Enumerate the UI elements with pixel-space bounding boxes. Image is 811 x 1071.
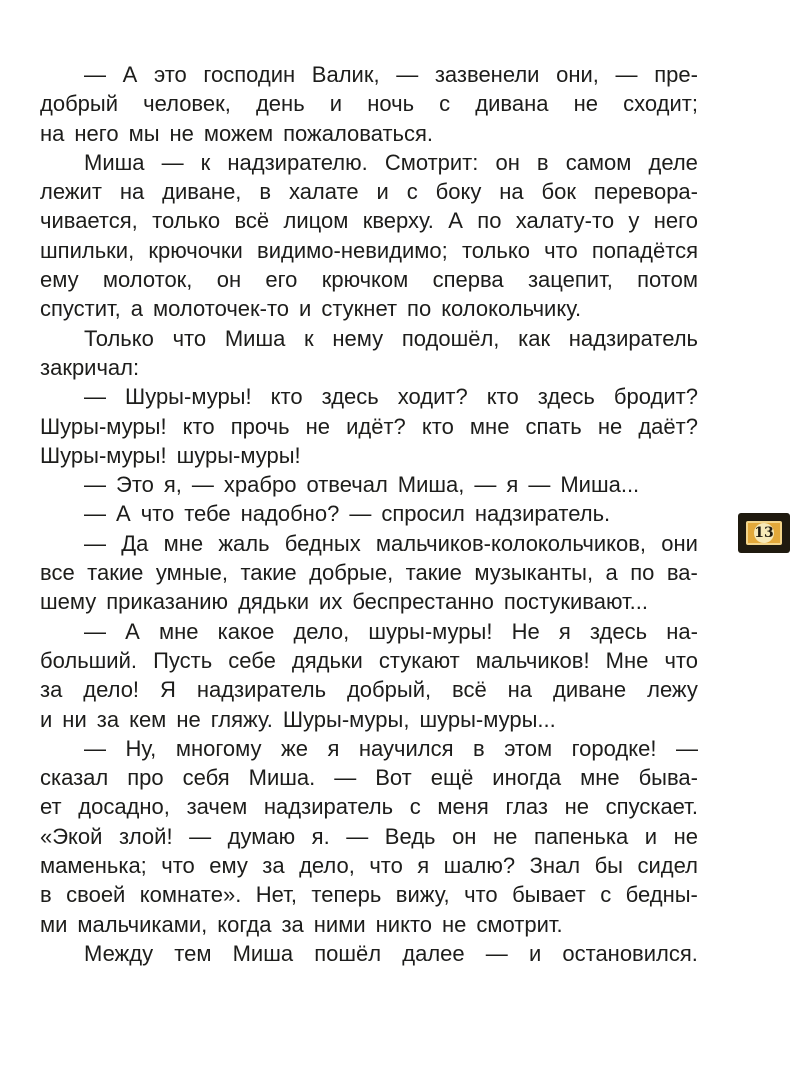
text-line bbox=[40, 734, 698, 763]
text-line bbox=[40, 880, 698, 909]
word: мне bbox=[469, 413, 510, 439]
word: деле bbox=[648, 149, 698, 175]
word: дядьки bbox=[238, 589, 310, 615]
text-line bbox=[40, 910, 698, 939]
word: в bbox=[536, 149, 549, 175]
word: за bbox=[262, 853, 285, 879]
word: что bbox=[464, 882, 498, 908]
word: я. bbox=[311, 823, 330, 849]
word: я bbox=[558, 618, 571, 644]
page-number-tab bbox=[738, 513, 790, 553]
word: ними bbox=[313, 911, 366, 937]
word: Я bbox=[159, 677, 176, 703]
word: день bbox=[255, 91, 305, 117]
text-line bbox=[40, 851, 698, 880]
word: ет bbox=[40, 794, 62, 820]
word: надзиратель. bbox=[474, 501, 611, 527]
word: Шуры-муры! bbox=[40, 442, 167, 468]
text-line bbox=[40, 148, 698, 177]
word: что bbox=[161, 853, 195, 879]
word: А bbox=[122, 62, 138, 87]
word: жаль bbox=[218, 530, 270, 556]
word: А bbox=[448, 208, 463, 234]
word: у bbox=[628, 208, 640, 234]
word: дело, bbox=[299, 853, 355, 879]
word: — bbox=[474, 472, 497, 498]
word: чивается, bbox=[40, 208, 138, 234]
word: с bbox=[409, 794, 421, 820]
word: лежу bbox=[647, 677, 698, 703]
word: — bbox=[334, 765, 357, 791]
word: Валик, bbox=[311, 62, 380, 87]
word: такие bbox=[405, 560, 462, 586]
word: иногда bbox=[492, 765, 562, 791]
text-line bbox=[40, 60, 698, 89]
word: такие bbox=[240, 560, 297, 586]
word: что bbox=[369, 853, 403, 879]
word: Вот bbox=[375, 765, 412, 791]
word: и bbox=[329, 91, 343, 117]
word: всё bbox=[452, 677, 487, 703]
word: спускает. bbox=[605, 794, 698, 820]
word: Да bbox=[121, 530, 149, 556]
word: такие bbox=[87, 560, 144, 586]
word: стукнет bbox=[321, 296, 398, 322]
word: надзирателю. bbox=[227, 149, 368, 175]
word: зачем bbox=[186, 794, 248, 820]
word: тем bbox=[174, 940, 212, 966]
word: себя bbox=[182, 765, 230, 791]
word: прочь bbox=[230, 413, 290, 439]
word: про bbox=[127, 765, 164, 791]
word: приказанию bbox=[106, 589, 229, 615]
word: и bbox=[376, 179, 389, 205]
word: даёт? bbox=[638, 413, 698, 439]
word: молоточек-то bbox=[153, 296, 290, 322]
word: я bbox=[327, 735, 340, 761]
word: многому bbox=[175, 735, 262, 761]
word: на bbox=[40, 120, 65, 146]
word: бывает bbox=[512, 882, 586, 908]
word: за bbox=[40, 677, 63, 703]
text-line bbox=[40, 324, 698, 353]
word: с bbox=[406, 179, 418, 205]
word: халате bbox=[288, 179, 359, 205]
word: в bbox=[259, 179, 272, 205]
word: храбро bbox=[223, 472, 297, 498]
word: злой! bbox=[119, 823, 173, 849]
word: научился bbox=[358, 735, 454, 761]
word: он bbox=[216, 267, 242, 293]
word: в bbox=[473, 735, 485, 761]
word: — bbox=[84, 735, 106, 761]
word: думаю bbox=[227, 823, 296, 849]
word: на- bbox=[666, 618, 698, 644]
text-line bbox=[40, 470, 698, 499]
word: ему bbox=[40, 267, 79, 293]
text-line bbox=[40, 412, 698, 441]
word: кто bbox=[182, 413, 215, 439]
word: и bbox=[40, 706, 53, 732]
word: можем bbox=[203, 120, 274, 146]
word: — bbox=[485, 940, 508, 966]
word: а bbox=[605, 560, 618, 586]
word: пошёл bbox=[314, 940, 382, 966]
word: ми bbox=[40, 911, 68, 937]
word: я bbox=[417, 853, 430, 879]
word: Смотрит: bbox=[384, 149, 479, 175]
text-line bbox=[40, 529, 698, 558]
word: Это bbox=[116, 472, 154, 498]
word: глаз bbox=[505, 794, 548, 820]
word: шему bbox=[40, 589, 97, 615]
word: не bbox=[442, 911, 467, 937]
word: что bbox=[172, 325, 207, 351]
word: крючком bbox=[321, 267, 409, 293]
word: на bbox=[499, 179, 524, 205]
word: все bbox=[40, 560, 75, 586]
word: него bbox=[653, 208, 698, 234]
word: шуры-муры... bbox=[419, 706, 556, 732]
text-line bbox=[40, 792, 698, 821]
word: только bbox=[152, 208, 221, 234]
word: Миша bbox=[232, 940, 294, 966]
text-line bbox=[40, 382, 698, 411]
text-line bbox=[40, 822, 698, 851]
text-line bbox=[40, 441, 698, 470]
word: далее bbox=[402, 940, 465, 966]
word: мы bbox=[128, 120, 160, 146]
word: стукают bbox=[378, 647, 460, 673]
word: самом bbox=[565, 149, 632, 175]
word: идёт? bbox=[346, 413, 406, 439]
word: шпильки, bbox=[40, 237, 135, 263]
word: ходит? bbox=[397, 384, 468, 410]
word: перевора- bbox=[593, 179, 698, 205]
word: только bbox=[461, 237, 530, 263]
word: городке! bbox=[571, 735, 657, 761]
word: папенька bbox=[533, 823, 629, 849]
word: он bbox=[452, 823, 477, 849]
text-line bbox=[40, 294, 698, 323]
word: кто bbox=[270, 384, 303, 410]
word: дело, bbox=[293, 618, 350, 644]
word: Миша, bbox=[397, 472, 465, 498]
word: сидел bbox=[637, 853, 698, 879]
word: надзиратель bbox=[196, 677, 327, 703]
word: — bbox=[84, 530, 106, 556]
word: — bbox=[84, 384, 106, 410]
word: человек, bbox=[143, 91, 231, 117]
word: добрый bbox=[40, 91, 119, 117]
word: что bbox=[140, 501, 175, 527]
word: надзиратель bbox=[568, 325, 698, 351]
word: к bbox=[200, 149, 211, 175]
word: когда bbox=[217, 911, 272, 937]
word: — bbox=[161, 149, 184, 175]
word: по bbox=[630, 560, 655, 586]
word: бедных bbox=[284, 530, 361, 556]
word: Миша. bbox=[248, 765, 316, 791]
word: сперва bbox=[432, 267, 504, 293]
word: здесь bbox=[321, 384, 379, 410]
word: и bbox=[299, 296, 312, 322]
word: ночь bbox=[367, 91, 415, 117]
word: не bbox=[597, 413, 623, 439]
word: за bbox=[96, 706, 120, 732]
word: не bbox=[169, 120, 194, 146]
word: зазвенели bbox=[434, 62, 540, 87]
word: халату-то bbox=[515, 208, 615, 234]
text-line bbox=[40, 939, 698, 968]
word: нему bbox=[332, 325, 384, 351]
word: А bbox=[116, 501, 131, 527]
word: шалю? bbox=[443, 853, 516, 879]
word: остановился. bbox=[562, 940, 698, 966]
word: никто bbox=[375, 911, 433, 937]
word: дядьки bbox=[291, 647, 363, 673]
word: диване, bbox=[162, 179, 242, 205]
word: видимо-невидимо; bbox=[257, 237, 448, 263]
word: мальчиков! bbox=[475, 647, 590, 673]
text-line bbox=[40, 646, 698, 675]
word: Между bbox=[84, 940, 154, 966]
word: на bbox=[119, 179, 145, 205]
word: спать bbox=[525, 413, 582, 439]
word: я, bbox=[163, 472, 182, 498]
word: как bbox=[518, 325, 551, 351]
word: добрый, bbox=[346, 677, 432, 703]
word: они bbox=[661, 530, 698, 556]
word: Только bbox=[84, 325, 154, 351]
word: лицом bbox=[283, 208, 349, 234]
word: смотрит. bbox=[476, 911, 563, 937]
word: мальчиками, bbox=[77, 911, 208, 937]
word: не bbox=[573, 91, 598, 117]
word: с bbox=[439, 91, 451, 117]
word: по bbox=[477, 208, 502, 234]
text-line bbox=[40, 353, 698, 382]
word: этом bbox=[504, 735, 553, 761]
word: надобно? bbox=[240, 501, 340, 527]
text-line bbox=[40, 499, 698, 528]
word: господин bbox=[203, 62, 296, 87]
word: — bbox=[349, 501, 372, 527]
word: не bbox=[673, 823, 698, 849]
word: Миша... bbox=[560, 472, 640, 498]
word: всё bbox=[234, 208, 270, 234]
word: умные, bbox=[155, 560, 228, 586]
word: — bbox=[675, 735, 698, 761]
word: по bbox=[407, 296, 432, 322]
word: здесь bbox=[589, 618, 648, 644]
word: беспрестанно bbox=[352, 589, 494, 615]
word: ещё bbox=[430, 765, 474, 791]
word: меня bbox=[437, 794, 489, 820]
word: лежит bbox=[40, 179, 102, 205]
word: что bbox=[664, 647, 698, 673]
word: мне bbox=[163, 530, 204, 556]
text-line bbox=[40, 705, 698, 734]
text-line bbox=[40, 617, 698, 646]
word: Нет, bbox=[255, 882, 297, 908]
word: гляжу. bbox=[210, 706, 273, 732]
word: сходит; bbox=[623, 91, 698, 117]
word: не bbox=[493, 823, 518, 849]
word: Шуры-муры! bbox=[40, 413, 167, 439]
word: досадно, bbox=[78, 794, 170, 820]
word: Не bbox=[511, 618, 540, 644]
word: Знал bbox=[529, 853, 581, 879]
word: пре- bbox=[654, 62, 698, 87]
word: спросил bbox=[381, 501, 465, 527]
word: вижу, bbox=[395, 882, 450, 908]
word: какое bbox=[217, 618, 275, 644]
word: они, bbox=[556, 62, 599, 87]
word: ему bbox=[209, 853, 248, 879]
word: дело! bbox=[83, 677, 140, 703]
word: Шуры-муры, bbox=[282, 706, 410, 732]
text-line bbox=[40, 236, 698, 265]
word: бок bbox=[541, 179, 576, 205]
word: Миша bbox=[224, 325, 286, 351]
word: шуры-муры! bbox=[368, 618, 493, 644]
word: маменька; bbox=[40, 853, 147, 879]
word: с bbox=[600, 882, 612, 908]
text-line bbox=[40, 558, 698, 587]
word: постукивают... bbox=[503, 589, 648, 615]
text-line bbox=[40, 675, 698, 704]
word: себе bbox=[228, 647, 276, 673]
word: молоток, bbox=[102, 267, 193, 293]
word: мне bbox=[158, 618, 199, 644]
word: я bbox=[506, 472, 519, 498]
word: попадётся bbox=[591, 237, 698, 263]
word: Шуры-муры! bbox=[125, 384, 252, 410]
text-line bbox=[40, 89, 698, 118]
word: кто bbox=[486, 384, 519, 410]
word: сказал bbox=[40, 765, 109, 791]
word: — bbox=[84, 472, 106, 498]
word: диване bbox=[552, 677, 627, 703]
word: же bbox=[280, 735, 308, 761]
page-text bbox=[40, 60, 698, 968]
text-line bbox=[40, 206, 698, 235]
word: — bbox=[191, 472, 214, 498]
word: кто bbox=[421, 413, 454, 439]
word: бродит? bbox=[613, 384, 698, 410]
word: него bbox=[74, 120, 119, 146]
word: не bbox=[305, 413, 331, 439]
word: отвечал bbox=[306, 472, 388, 498]
word: боку bbox=[435, 179, 482, 205]
word: подошёл, bbox=[401, 325, 500, 351]
word: бы bbox=[594, 853, 623, 879]
word: теперь bbox=[311, 882, 382, 908]
text-line bbox=[40, 587, 698, 616]
word: мне bbox=[580, 765, 620, 791]
word: — bbox=[615, 62, 638, 87]
word: — bbox=[84, 618, 106, 644]
word: тебе bbox=[184, 501, 231, 527]
word: мальчиков-колокольчиков, bbox=[375, 530, 647, 556]
word: — bbox=[396, 62, 419, 87]
word: ни bbox=[62, 706, 87, 732]
word: здесь bbox=[537, 384, 595, 410]
text-line bbox=[40, 265, 698, 294]
word: в bbox=[40, 882, 52, 908]
word: зацепит, bbox=[527, 267, 613, 293]
word: дивана bbox=[475, 91, 549, 117]
word: добрые, bbox=[309, 560, 394, 586]
word: надзиратель bbox=[263, 794, 394, 820]
word: ва- bbox=[666, 560, 698, 586]
word: быва- bbox=[638, 765, 698, 791]
word: кверху. bbox=[362, 208, 434, 234]
word: и bbox=[528, 940, 542, 966]
word: не bbox=[176, 706, 201, 732]
word: его bbox=[265, 267, 298, 293]
text-line bbox=[40, 119, 698, 148]
word: а bbox=[130, 296, 144, 322]
word: больший. bbox=[40, 647, 137, 673]
word: спустит, bbox=[40, 296, 121, 322]
word: за bbox=[281, 911, 304, 937]
word: музыканты, bbox=[474, 560, 594, 586]
word: Ну, bbox=[125, 735, 157, 761]
word: пожаловаться. bbox=[283, 120, 434, 146]
word: на bbox=[507, 677, 533, 703]
page-number-frame bbox=[746, 521, 782, 545]
word: он bbox=[495, 149, 520, 175]
word: потом bbox=[637, 267, 698, 293]
word: и bbox=[644, 823, 658, 849]
word: не bbox=[564, 794, 590, 820]
word: к bbox=[304, 325, 314, 351]
word: — bbox=[84, 62, 106, 87]
word: «Экой bbox=[40, 823, 103, 849]
word: бедны- bbox=[625, 882, 698, 908]
word: что bbox=[544, 237, 578, 263]
word: — bbox=[346, 823, 369, 849]
word: — bbox=[528, 472, 551, 498]
word: А bbox=[125, 618, 140, 644]
word: комнате». bbox=[139, 882, 242, 908]
page-number: 13 bbox=[754, 525, 774, 541]
word: колокольчику. bbox=[441, 296, 582, 322]
word: закричал: bbox=[40, 354, 140, 380]
word: — bbox=[189, 823, 212, 849]
word: их bbox=[319, 589, 343, 615]
word: Миша bbox=[84, 149, 145, 175]
word: шуры-муры! bbox=[176, 442, 301, 468]
word: — bbox=[84, 501, 106, 527]
word: это bbox=[153, 62, 187, 87]
text-line bbox=[40, 763, 698, 792]
word: Ведь bbox=[384, 823, 436, 849]
word: Мне bbox=[605, 647, 649, 673]
word: Пусть bbox=[153, 647, 213, 673]
word: крючочки bbox=[148, 237, 243, 263]
text-line bbox=[40, 177, 698, 206]
word: своей bbox=[66, 882, 126, 908]
word: кем bbox=[129, 706, 167, 732]
